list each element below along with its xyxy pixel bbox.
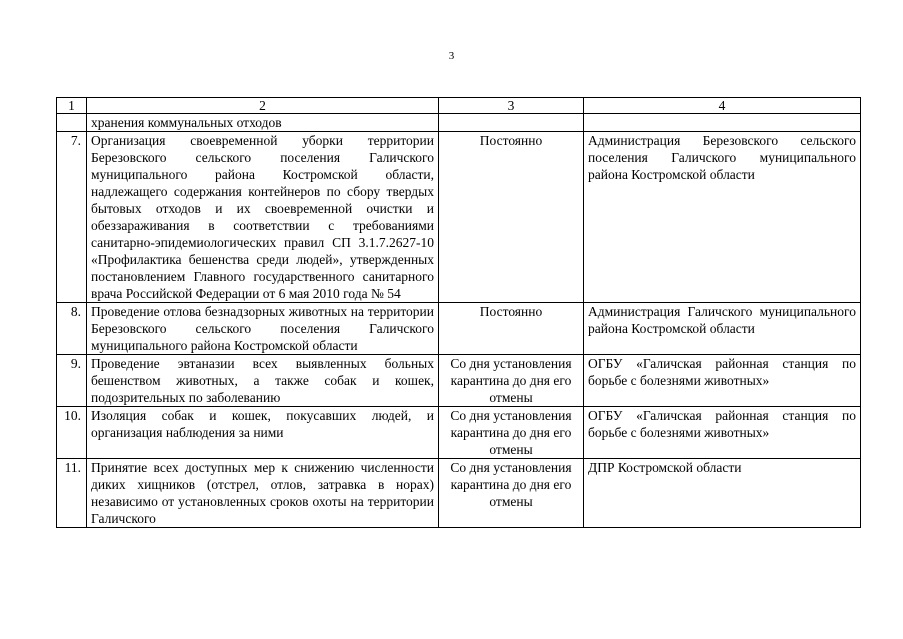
row-number: 8. — [57, 303, 87, 355]
table-row — [57, 132, 861, 303]
row-action: Изоляция собак и кошек, покусавших людей, и организация наблюдения за ними — [87, 407, 439, 459]
row-action: Организация своевременной уборки территории Березовского сельского поселения Галичского муниципального района Костромской области, надлежащего содержания контейнеров по сбору твердых бытовых отходов и их своевременной очистки и обеззараживания в соответствии с требованиями санитарно-эпидемиологических правил СП 3.1.7.2627-10 «Профилактика бешенства среди людей», утвержденных постановлением Главного государственного санитарного врача Российской Федерации от 6 мая 2010 года № 54 — [87, 132, 439, 303]
continuation-num — [57, 114, 87, 132]
row-term: Постоянно — [439, 132, 584, 303]
row-term: Со дня установления карантина до дня его отмены — [439, 355, 584, 407]
continuation-text: хранения коммунальных отходов — [87, 114, 439, 132]
table-row — [57, 303, 861, 355]
row-responsible: ОГБУ «Галичская районная станция по борьбе с болезнями животных» — [584, 407, 861, 459]
row-number: 10. — [57, 407, 87, 459]
page-number: 3 — [448, 50, 455, 62]
measures-table — [56, 97, 861, 528]
row-action: Проведение эвтаназии всех выявленных больных бешенством животных, а также собак и кошек, подозрительных по заболеванию — [87, 355, 439, 407]
table-row — [57, 407, 861, 459]
row-term: Постоянно — [439, 303, 584, 355]
continuation-responsible — [584, 114, 861, 132]
row-term: Со дня установления карантина до дня его отмены — [439, 459, 584, 528]
row-responsible: Администрация Галичского муниципального района Костромской области — [584, 303, 861, 355]
row-responsible: ДПР Костромской области — [584, 459, 861, 528]
header-col-1: 1 — [57, 98, 87, 114]
table-header-row — [57, 98, 861, 114]
row-term: Со дня установления карантина до дня его отмены — [439, 407, 584, 459]
header-col-4: 4 — [584, 98, 861, 114]
row-number: 11. — [57, 459, 87, 528]
continuation-term — [439, 114, 584, 132]
row-action: Принятие всех доступных мер к снижению численности диких хищников (отстрел, отлов, затравка в норах) независимо от установленных сроков охоты на территории Галичского — [87, 459, 439, 528]
row-number: 7. — [57, 132, 87, 303]
row-responsible: Администрация Березовского сельского поселения Галичского муниципального района Костромской области — [584, 132, 861, 303]
row-number: 9. — [57, 355, 87, 407]
table-row — [57, 355, 861, 407]
continuation-row — [57, 114, 861, 132]
header-col-2: 2 — [87, 98, 439, 114]
row-responsible: ОГБУ «Галичская районная станция по борьбе с болезнями животных» — [584, 355, 861, 407]
table-row — [57, 459, 861, 528]
header-col-3: 3 — [439, 98, 584, 114]
row-action: Проведение отлова безнадзорных животных на территории Березовского сельского поселения Галичского муниципального района Костромской области — [87, 303, 439, 355]
